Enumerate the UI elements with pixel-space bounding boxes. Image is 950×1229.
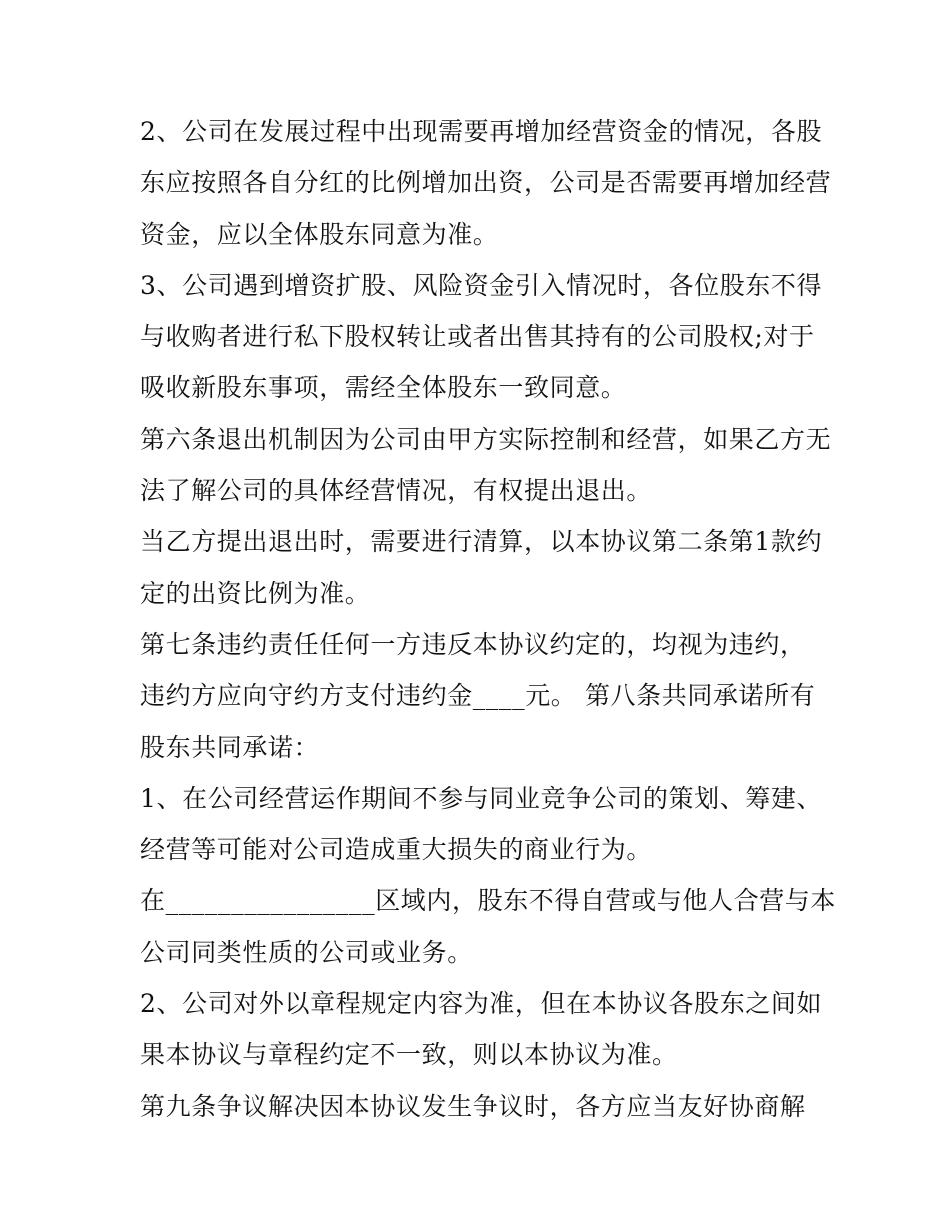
text-line: 当乙方提出退出时，需要进行清算，以本协议第二条第1款约 bbox=[140, 527, 823, 557]
text-line: 2、公司在发展过程中出现需要再增加经营资金的情况，各股 bbox=[140, 117, 823, 146]
text-line: 违约方应向守约方支付违约金____元。 第八条共同承诺所有 bbox=[140, 681, 816, 711]
text-line: 第七条违约责任任何一方违反本协议约定的，均视为违约， bbox=[140, 629, 806, 659]
paragraph-charter-precedence bbox=[140, 978, 830, 1081]
text-line: 法了解公司的具体经营情况，有权提出退出。 bbox=[140, 476, 653, 506]
text-line: 东应按照各自分红的比例增加出资，公司是否需要再增加经营 bbox=[140, 168, 832, 198]
text-line: 第九条争议解决因本协议发生争议时，各方应当友好协商解 bbox=[140, 1091, 806, 1121]
text-line: 资金，应以全体股东同意为准。 bbox=[140, 219, 499, 249]
paragraph-exit-settlement bbox=[140, 516, 830, 619]
paragraph-non-compete bbox=[140, 773, 830, 876]
text-line: 经营等可能对公司造成重大损失的商业行为。 bbox=[140, 835, 653, 865]
text-line: 第六条退出机制因为公司由甲方实际控制和经营，如果乙方无 bbox=[140, 424, 832, 454]
paragraph-article-7-breach bbox=[140, 619, 830, 773]
document-body bbox=[140, 106, 837, 1132]
paragraph-article-6-exit bbox=[140, 414, 830, 517]
text-line: 2、公司对外以章程规定内容为准，但在本协议各股东之间如 bbox=[140, 989, 823, 1019]
paragraph-region-restriction bbox=[140, 875, 837, 978]
text-line: 1、在公司经营运作期间不参与同业竞争公司的策划、筹建、 bbox=[140, 783, 823, 813]
text-line: 与收购者进行私下股权转让或者出售其持有的公司股权;对于 bbox=[140, 322, 815, 352]
paragraph-capital-increase bbox=[140, 106, 830, 260]
paragraph-share-expansion bbox=[140, 260, 830, 414]
text-line: 吸收新股东事项，需经全体股东一致同意。 bbox=[140, 373, 627, 403]
text-line: 公司同类性质的公司或业务。 bbox=[140, 937, 473, 967]
text-line: 在________________区域内，股东不得自营或与他人合营与本 bbox=[140, 886, 837, 916]
text-line: 3、公司遇到增资扩股、风险资金引入情况时，各位股东不得 bbox=[140, 270, 823, 300]
text-line: 定的出资比例为准。 bbox=[140, 578, 371, 608]
paragraph-article-9-dispute bbox=[140, 1081, 830, 1132]
text-line: 果本协议与章程约定不一致，则以本协议为准。 bbox=[140, 1040, 678, 1070]
text-line: 股东共同承诺： bbox=[140, 732, 320, 762]
